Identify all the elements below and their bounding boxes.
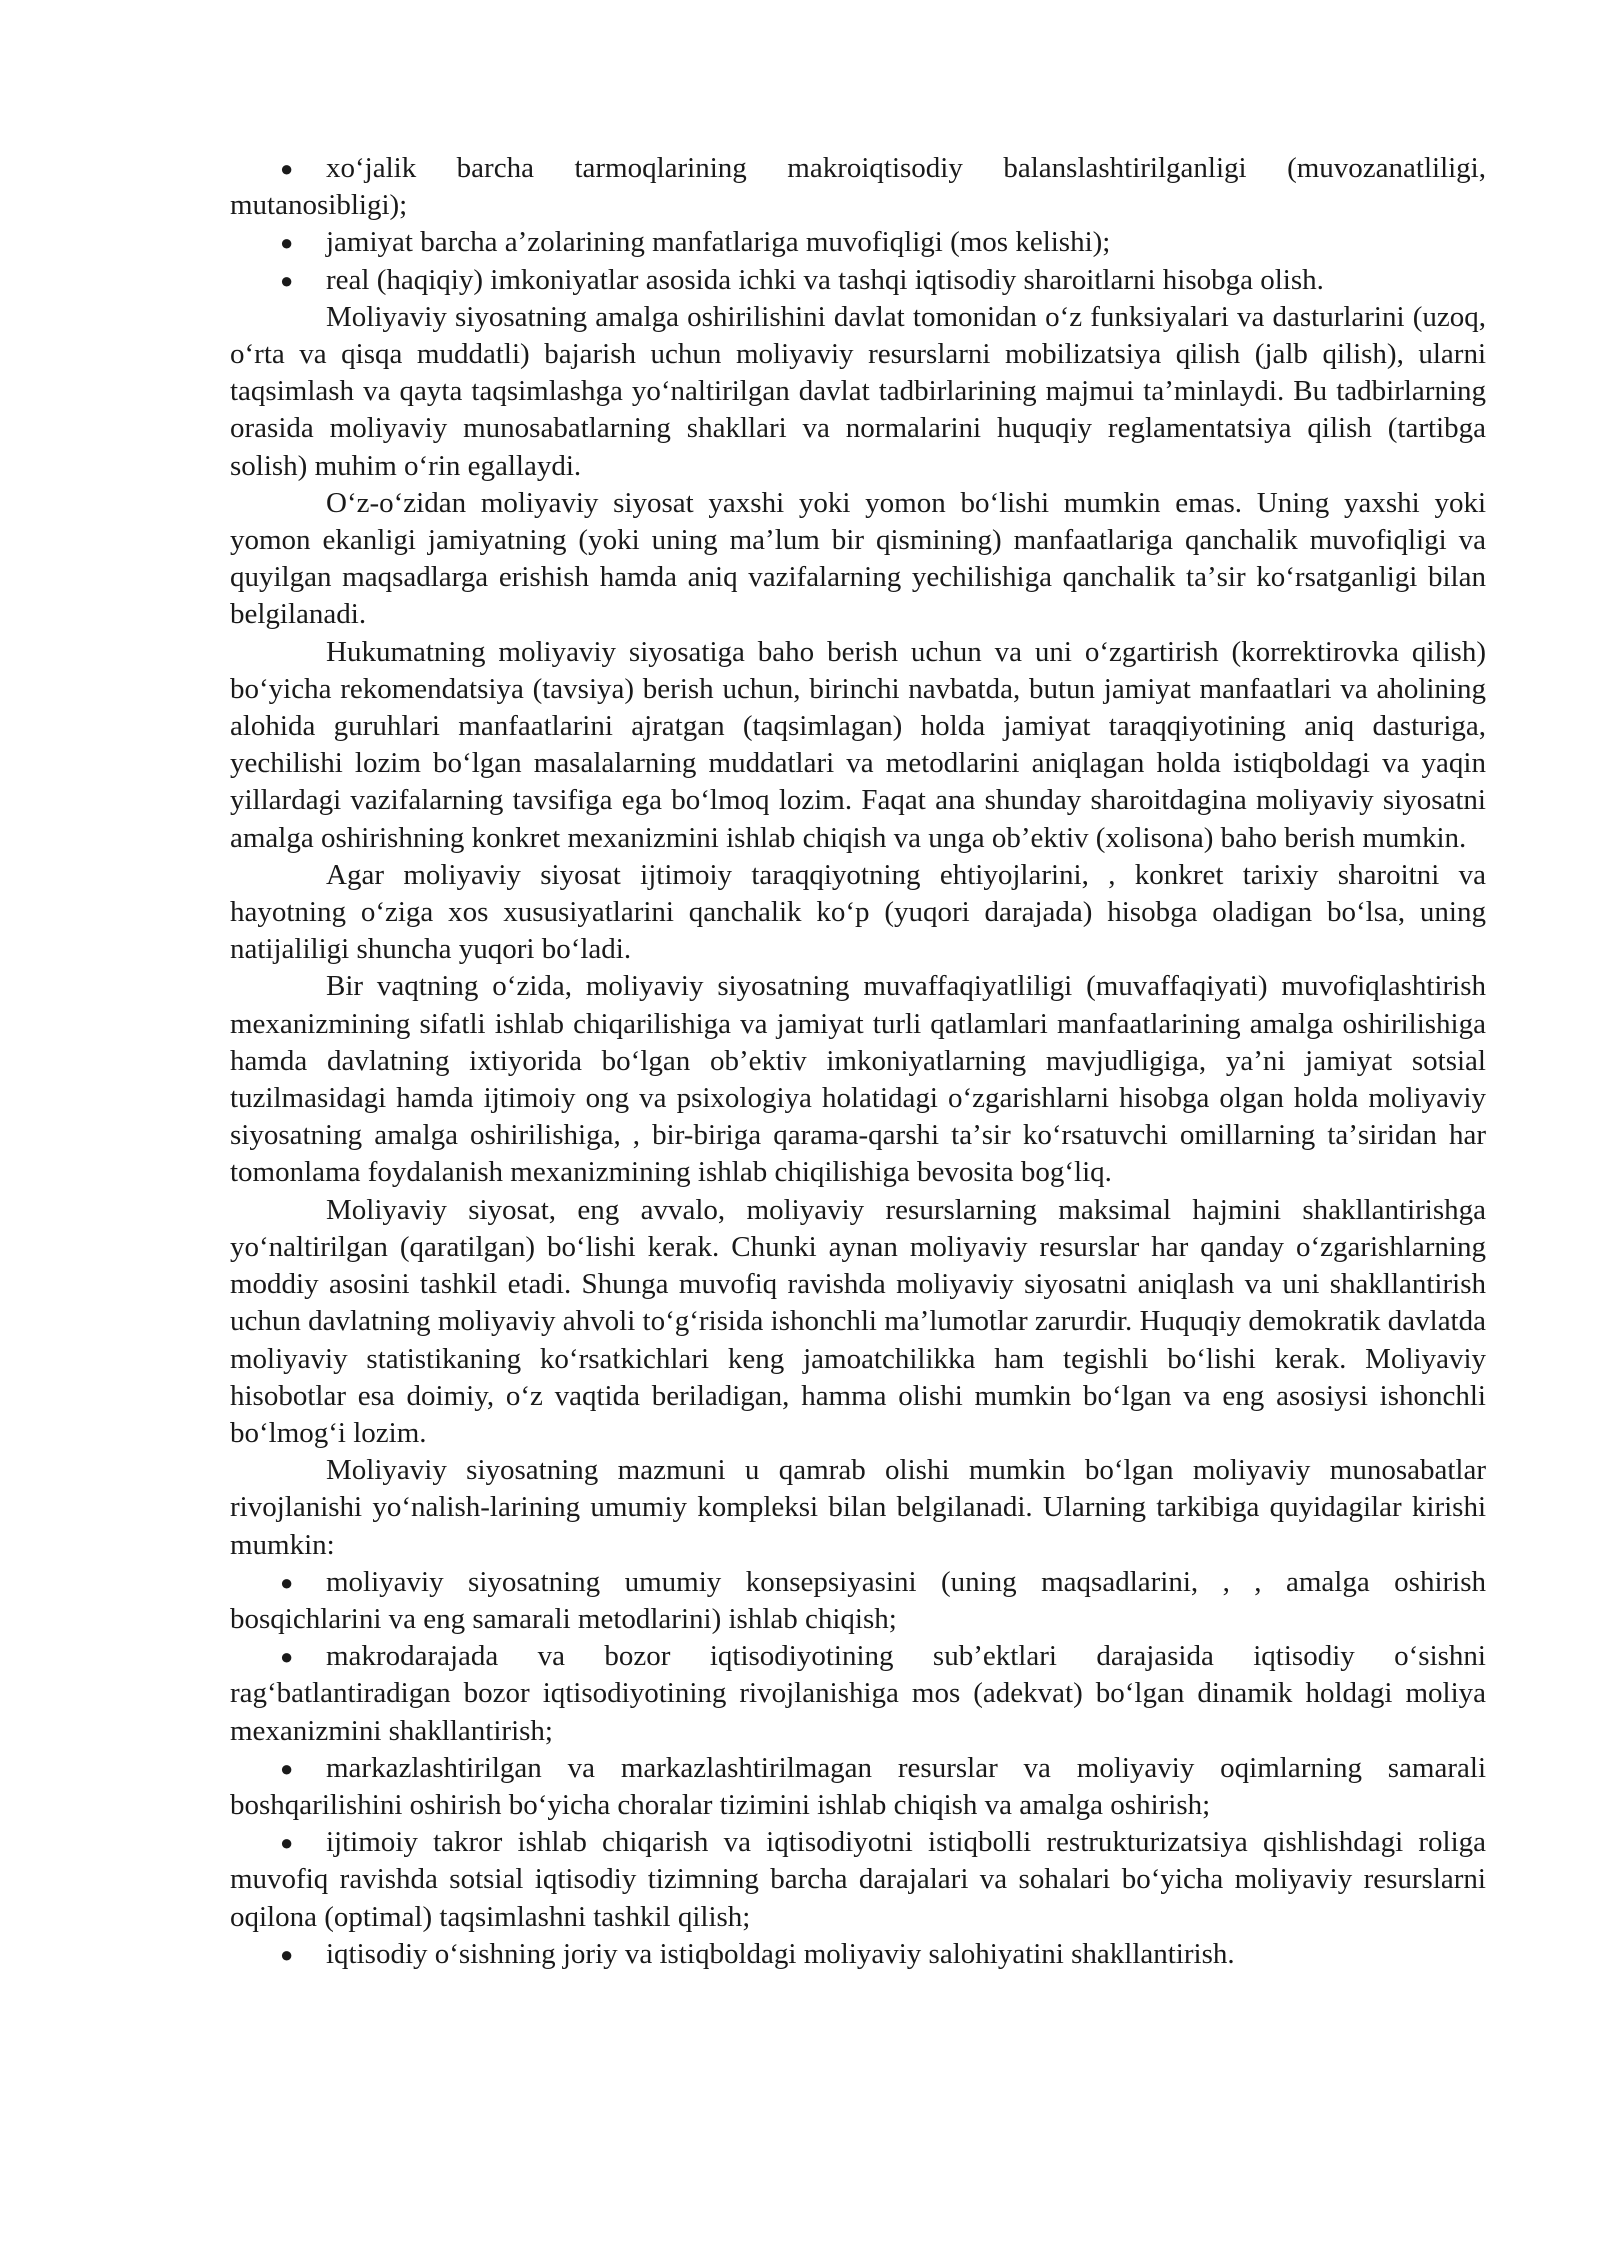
bullet-icon: ● (280, 1830, 294, 1856)
bullet-icon: ● (280, 267, 294, 293)
paragraph: Bir vaqtning oʻzida, moliyaviy siyosatning muvaffaqiyatliligi (muvaffaqiyati) muvofiqlashtirish mexanizmining sifatli ishlab chiqarilishiga va jamiyat turli qatlamlari manfaatlarining amalga oshirilishiga hamda davlatning ixtiyorida boʻlgan obʼektiv imkoniyatlarning mavjudligiga, yaʼni jamiyat sotsial tuzilmasidagi hamda ijtimoiy ong va psixologiya holatidagi oʻzgarishlarni hisobga olgan holda moliyaviy siyosatning amalga oshirilishiga, , bir-biriga qarama-qarshi taʼsir koʻrsatuvchi omillarning taʼsiridan har tomonlama foydalanish mexanizmining ishlab chiqilishiga bevosita bogʻliq. (230, 970, 1486, 1189)
bullet-icon: ● (280, 1569, 294, 1595)
bullet-text: jamiyat barcha aʼzolarining manfatlariga muvofiqligi (mos kelishi); (326, 226, 1111, 259)
bullet-icon: ● (280, 1644, 294, 1670)
paragraph: Oʻz-oʻzidan moliyaviy siyosat yaxshi yoki yomon boʻlishi mumkin emas. Uning yaxshi yoki yomon ekanligi jamiyatning (yoki uning maʼlum bir qismining) manfaatlariga qanchalik muvofiqligi va quyilgan maqsadlarga erishish hamda aniq vazifalarning yechilishiga qanchalik taʼsir koʻrsatganligi bilan belgilanadi. (230, 486, 1486, 631)
bullet-icon: ● (280, 1755, 294, 1781)
paragraph: Moliyaviy siyosat, eng avvalo, moliyaviy resurslarning maksimal hajmini shakllantirishga yoʻnaltirilgan (qaratilgan) boʻlishi kerak. Chunki aynan moliyaviy resurslar har qanday oʻzgarishlarning moddiy asosini tashkil etadi. Shunga muvofiq ravishda moliyaviy siyosatni aniqlash va uni shakllantirish uchun davlatning moliyaviy ahvoli toʻgʻrisida ishonchli maʼlumotlar zarurdir. Huquqiy demokratik davlatda moliyaviy statistikaning koʻrsatkichlari keng jamoatchilikka ham tegishli boʻlishi kerak. Moliyaviy hisobotlar esa doimiy, oʻz vaqtida beriladigan, hamma olishi mumkin boʻlgan va eng asosiysi ishonchli boʻlmogʻi lozim. (230, 1193, 1486, 1449)
bullet-item (230, 1824, 1486, 1936)
bullet-icon: ● (280, 156, 294, 181)
bullet-icon: ● (280, 230, 294, 256)
bullet-text: iqtisodiy oʻsishning joriy va istiqboldagi moliyaviy salohiyatini shakllantirish. (326, 1937, 1235, 1970)
bullet-item (230, 1638, 1486, 1750)
bullet-text: ijtimoiy takror ishlab chiqarish va iqtisodiyotni istiqbolli restrukturizatsiya qishlishdagi roliga muvofiq ravishda sotsial iqtisodiy tizimning barcha darajalari va sohalari boʻyicha moliyaviy resurslarni oqilona (optimal) taqsimlashni tashkil qilish; (230, 1826, 1486, 1933)
paragraph: Agar moliyaviy siyosat ijtimoiy taraqqiyotning ehtiyojlarini, , konkret tarixiy sharoitni va hayotning oʻziga xos xususiyatlarini qanchalik koʻp (yuqori darajada) hisobga oladigan boʻlsa, uning natijaliligi shuncha yuqori boʻladi. (230, 858, 1486, 966)
bullet-text: markazlashtirilgan va markazlashtirilmagan resurslar va moliyaviy oqimlarning samarali boshqarilishini oshirish boʻyicha choralar tizimini ishlab chiqish va amalga oshirish; (230, 1751, 1486, 1821)
paragraph: Hukumatning moliyaviy siyosatiga baho berish uchun va uni oʻzgartirish (korrektirovka qilish) boʻyicha rekomendatsiya (tavsiya) berish uchun, birinchi navbatda, butun jamiyat manfaatlari va aholining alohida guruhlari manfaatlarini ajratgan (taqsimlagan) holda jamiyat taraqqiyotining aniq dasturiga, yechilishi lozim boʻlgan masalalarning muddatlari va metodlarini aniqlagan holda istiqboldagi va yaqin yillardagi vazifalarning tavsifiga ega boʻlmoq lozim. Faqat ana shunday sharoitdagina moliyaviy siyosatni amalga oshirishning konkret mexanizmini ishlab chiqish va unga obʼektiv (xolisona) baho berish mumkin. (230, 635, 1486, 854)
bullet-item (230, 1564, 1486, 1638)
bullet-text: real (haqiqiy) imkoniyatlar asosida ichki va tashqi iqtisodiy sharoitlarni hisobga olish. (326, 263, 1324, 296)
bullet-item (230, 262, 1486, 299)
bullet-item (230, 150, 1486, 224)
bullet-item (230, 224, 1486, 261)
bullet-icon: ● (280, 1941, 294, 1967)
document-page (230, 150, 1486, 1973)
bullet-text: moliyaviy siyosatning umumiy konsepsiyasini (uning maqsadlarini, , , amalga oshirish bosqichlarini va eng samarali metodlarini) ishlab chiqish; (230, 1565, 1486, 1635)
bullet-text: makrodarajada va bozor iqtisodiyotining subʼektlari darajasida iqtisodiy oʻsishni ragʻbatlantiradigan bozor iqtisodiyotining rivojlanishiga mos (adekvat) boʻlgan dinamik holdagi moliya mexanizmini shakllantirish; (230, 1640, 1486, 1747)
paragraph: Moliyaviy siyosatning mazmuni u qamrab olishi mumkin boʻlgan moliyaviy munosabatlar rivojlanishi yoʻnalish-larining umumiy kompleksi bilan belgilanadi. Ularning tarkibiga quyidagilar kirishi mumkin: (230, 1454, 1486, 1561)
paragraph: Moliyaviy siyosatning amalga oshirilishini davlat tomonidan oʻz funksiyalari va dasturlarini (uzoq, oʻrta va qisqa muddatli) bajarish uchun moliyaviy resurslarni mobilizatsiya qilish (jalb qilish), ularni taqsimlash va qayta taqsimlashga yoʻnaltirilgan davlat tadbirlarining majmui taʼminlaydi. Bu tadbirlarning orasida moliyaviy munosabatlarning shakllari va normalarini huquqiy reglamentatsiya qilish (tartibga solish) muhim oʻrin egallaydi. (230, 300, 1486, 482)
bullet-item (230, 1936, 1486, 1973)
bullet-item (230, 1750, 1486, 1824)
bullet-text: xoʻjalik barcha tarmoqlarining makroiqtisodiy balanslashtirilganligi (muvozanatliligi, mutanosibligi); (230, 152, 1486, 222)
